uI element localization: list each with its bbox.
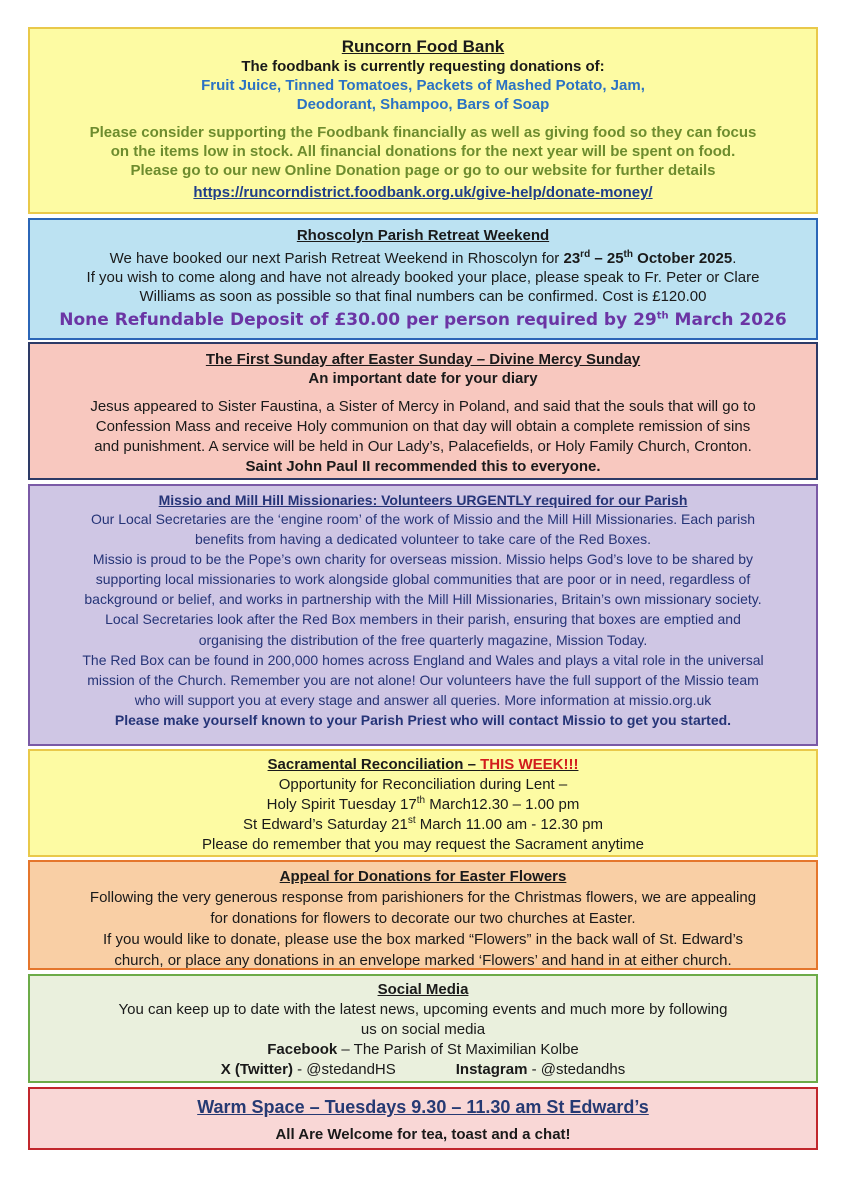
divine-mercy-closing: Saint John Paul II recommended this to everyone. [245, 458, 601, 475]
social-line1: You can keep up to date with the latest news, upcoming events and much more by following [118, 1001, 728, 1018]
reconciliation-line3: St Edward’s Saturday 21st March 11.00 am - 12.30 pm [243, 815, 603, 833]
missio-line: supporting local missionaries to work alongside global communities that are poor or in need, regardless of [95, 571, 751, 588]
divine-mercy-subtitle: An important date for your diary [308, 370, 538, 387]
reconciliation-title: Sacramental Reconciliation – THIS WEEK!!! [267, 756, 579, 773]
divine-mercy-body [30, 397, 816, 457]
flowers-line3: If you would like to donate, please use the box marked “Flowers” in the back wall of St. Edward’s [102, 931, 744, 948]
social-x-instagram-row [30, 1060, 816, 1080]
warm-space-line1: All Are Welcome for tea, toast and a chat! [275, 1126, 571, 1143]
missio-closing: Please make yourself known to your Parish Priest who will contact Missio to get you started. [114, 711, 732, 728]
divine-mercy-line1: Jesus appeared to Sister Faustina, a Sister of Mercy in Poland, and said that the souls that will go to [90, 398, 756, 415]
missio-line: background or belief, and works in partnership with the Mill Hill Missionaries, Britain’s own missionary society. [84, 591, 762, 608]
flowers-body [30, 887, 816, 970]
foodbank-appeal-line1: Please consider supporting the Foodbank financially as well as giving food so they can focus [89, 124, 757, 141]
missio-line: Missio is proud to be the Pope’s own charity for overseas mission. Missio helps God’s love to be shared by [92, 551, 754, 568]
flowers-notice [28, 860, 818, 970]
foodbank-subtitle: The foodbank is currently requesting donations of: [241, 58, 605, 75]
divine-mercy-line3: and punishment. A service will be held in Our Lady’s, Palacefields, or Holy Family Church, Cronton. [94, 438, 752, 455]
reconciliation-line1: Opportunity for Reconciliation during Lent – [278, 776, 568, 793]
missio-line: The Red Box can be found in 200,000 homes across England and Wales and plays a vital role in the universal [82, 651, 764, 668]
foodbank-appeal [30, 123, 816, 180]
social-title: Social Media [377, 981, 469, 998]
missio-title: Missio and Mill Hill Missionaries: Volunteers URGENTLY required for our Parish [158, 492, 688, 508]
missio-line: organising the distribution of the free quarterly magazine, Mission Today. [198, 631, 648, 648]
social-body [30, 1000, 816, 1040]
foodbank-items-line1: Fruit Juice, Tinned Tomatoes, Packets of Mashed Potato, Jam, [201, 77, 645, 94]
retreat-title: Rhoscolyn Parish Retreat Weekend [296, 227, 550, 244]
warm-space-notice [28, 1087, 818, 1150]
retreat-notice [28, 218, 818, 340]
missio-line: Local Secretaries look after the Red Box members in their parish, ensuring that boxes are emptied and [105, 611, 741, 628]
foodbank-items-line2: Deodorant, Shampoo, Bars of Soap [296, 96, 550, 113]
retreat-body [30, 249, 816, 306]
social-media-notice [28, 974, 818, 1083]
missio-line: Our Local Secretaries are the ‘engine room’ of the work of Missio and the Mill Hill Missionaries. Each parish [91, 511, 755, 527]
retreat-line2: If you wish to come along and have not already booked your place, please speak to Fr. Peter or Clare [86, 269, 760, 286]
flowers-line4: church, or place any donations in an envelope marked ‘Flowers’ and hand in at either church. [114, 952, 732, 969]
missio-notice [28, 484, 818, 746]
foodbank-notice [28, 27, 818, 214]
foodbank-title: Runcorn Food Bank [341, 37, 505, 56]
missio-line: who will support you at every stage and answer all queries. More information at missio.org.uk [134, 691, 712, 708]
social-line2: us on social media [360, 1021, 486, 1038]
foodbank-appeal-line3: Please go to our new Online Donation page or go to our website for further details [130, 162, 716, 179]
social-facebook: Facebook – The Parish of St Maximilian Kolbe [267, 1041, 579, 1058]
retreat-dates: 23rd – 25th October 2025 [563, 249, 733, 267]
social-instagram: Instagram - @stedandhs [455, 1061, 626, 1078]
missio-line: benefits from having a dedicated volunteer to take care of the Red Boxes. [194, 531, 652, 548]
retreat-line3: Williams as soon as possible so that final numbers can be confirmed. Cost is £120.00 [139, 288, 707, 305]
foodbank-donate-link[interactable]: https://runcorndistrict.foodbank.org.uk/give-help/donate-money/ [193, 184, 653, 201]
flowers-title: Appeal for Donations for Easter Flowers [279, 868, 567, 885]
warm-space-title: Warm Space – Tuesdays 9.30 – 11.30 am St Edward’s [197, 1097, 649, 1117]
foodbank-appeal-line2: on the items low in stock. All financial donations for the next year will be spent on food. [110, 143, 736, 160]
missio-line: mission of the Church. Remember you are not alone! Our volunteers have the full support of the Missio team [87, 671, 759, 688]
divine-mercy-title: The First Sunday after Easter Sunday – Divine Mercy Sunday [205, 351, 641, 368]
retreat-deposit: None Refundable Deposit of £30.00 per person required by 29th March 2026 [59, 310, 787, 330]
reconciliation-alert: THIS WEEK!!! [480, 756, 579, 773]
retreat-line1: We have booked our next Parish Retreat Weekend in Rhoscolyn for 23rd – 25th October 2025. [109, 249, 737, 267]
missio-body [30, 509, 816, 710]
social-x: X (Twitter) - @stedandHS [220, 1061, 396, 1078]
reconciliation-notice [28, 749, 818, 857]
divine-mercy-notice [28, 342, 818, 480]
flowers-line2: for donations for flowers to decorate our two churches at Easter. [210, 910, 636, 927]
reconciliation-line2: Holy Spirit Tuesday 17th March12.30 – 1.00 pm [266, 795, 580, 813]
reconciliation-line4: Please do remember that you may request the Sacrament anytime [202, 836, 644, 853]
flowers-line1: Following the very generous response from parishioners for the Christmas flowers, we are appealing [89, 889, 757, 906]
divine-mercy-line2: Confession Mass and receive Holy communion on that day will obtain a complete remission of sins [95, 418, 751, 435]
